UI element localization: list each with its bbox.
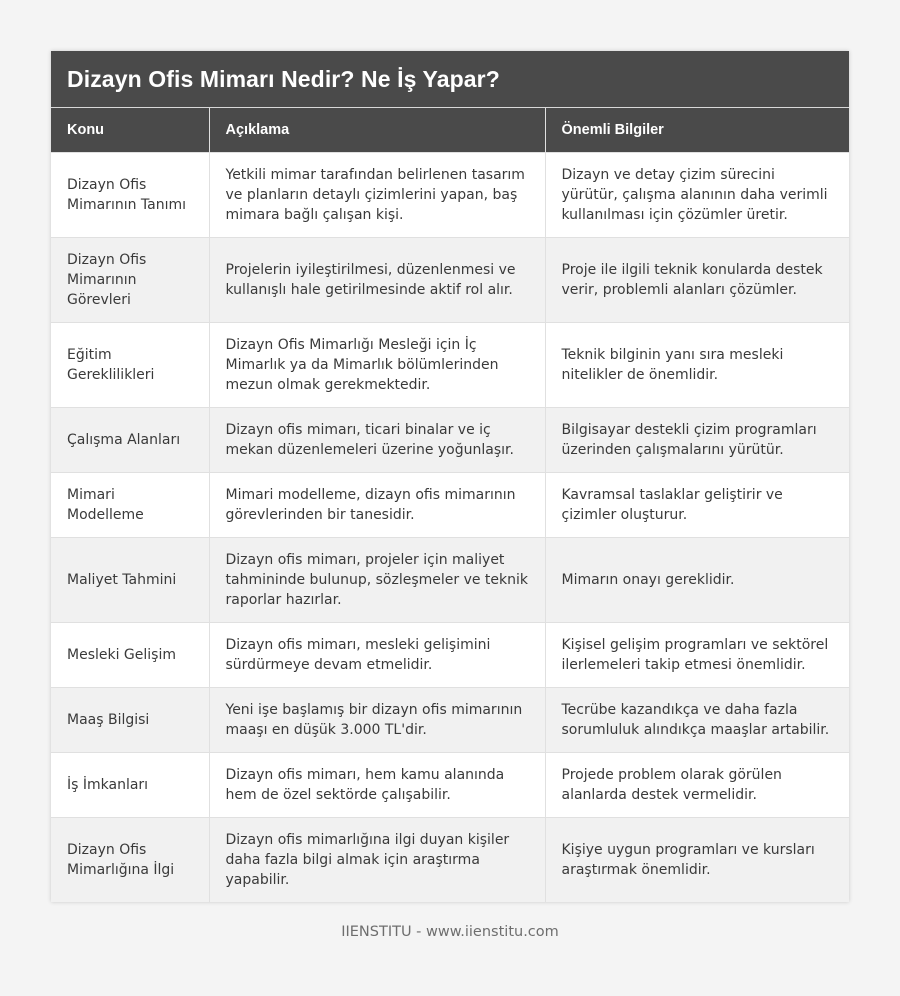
cell-aciklama: Dizayn ofis mimarı, hem kamu alanında hem de özel sektörde çalışabilir. [209,752,545,817]
info-table [51,108,849,902]
table-header-row [51,108,849,152]
cell-konu: Dizayn Ofis Mimarının Görevleri [51,237,209,322]
cell-konu: Dizayn Ofis Mimarlığına İlgi [51,817,209,902]
table-row [51,537,849,622]
column-header-aciklama: Açıklama [209,108,545,152]
cell-aciklama: Projelerin iyileştirilmesi, düzenlenmesi ve kullanışlı hale getirilmesinde aktif rol alır. [209,237,545,322]
table-row [51,817,849,902]
cell-aciklama: Dizayn ofis mimarı, mesleki gelişimini sürdürmeye devam etmelidir. [209,622,545,687]
cell-onemli: Kişiye uygun programları ve kursları araştırmak önemlidir. [545,817,849,902]
table-row [51,152,849,237]
cell-onemli: Projede problem olarak görülen alanlarda destek vermelidir. [545,752,849,817]
table-row [51,622,849,687]
cell-aciklama: Dizayn ofis mimarı, ticari binalar ve iç mekan düzenlemeleri üzerine yoğunlaşır. [209,407,545,472]
table-row [51,752,849,817]
cell-onemli: Bilgisayar destekli çizim programları üzerinden çalışmalarını yürütür. [545,407,849,472]
cell-konu: Eğitim Gereklilikleri [51,322,209,407]
cell-aciklama: Yeni işe başlamış bir dizayn ofis mimarının maaşı en düşük 3.000 TL'dir. [209,687,545,752]
cell-onemli: Proje ile ilgili teknik konularda destek verir, problemli alanları çözümler. [545,237,849,322]
column-header-onemli-bilgiler: Önemli Bilgiler [545,108,849,152]
cell-aciklama: Mimari modelleme, dizayn ofis mimarının görevlerinden bir tanesidir. [209,472,545,537]
info-table-card [51,51,849,902]
cell-onemli: Teknik bilginin yanı sıra mesleki nitelikler de önemlidir. [545,322,849,407]
footer-credit: IIENSTITU - www.iienstitu.com [341,924,559,940]
cell-aciklama: Yetkili mimar tarafından belirlenen tasarım ve planların detaylı çizimlerini yapan, baş mimara bağlı çalışan kişi. [209,152,545,237]
table-row [51,407,849,472]
cell-onemli: Kavramsal taslaklar geliştirir ve çizimler oluşturur. [545,472,849,537]
column-header-konu: Konu [51,108,209,152]
cell-onemli: Tecrübe kazandıkça ve daha fazla sorumluluk alındıkça maaşlar artabilir. [545,687,849,752]
cell-konu: İş İmkanları [51,752,209,817]
cell-konu: Dizayn Ofis Mimarının Tanımı [51,152,209,237]
cell-konu: Mimari Modelleme [51,472,209,537]
cell-konu: Maaş Bilgisi [51,687,209,752]
cell-onemli: Mimarın onayı gereklidir. [545,537,849,622]
cell-konu: Mesleki Gelişim [51,622,209,687]
cell-konu: Çalışma Alanları [51,407,209,472]
table-row [51,472,849,537]
table-row [51,322,849,407]
cell-konu: Maliyet Tahmini [51,537,209,622]
table-row [51,237,849,322]
table-title: Dizayn Ofis Mimarı Nedir? Ne İş Yapar? [51,51,849,108]
table-row [51,687,849,752]
cell-aciklama: Dizayn Ofis Mimarlığı Mesleği için İç Mimarlık ya da Mimarlık bölümlerinden mezun olmak gerekmektedir. [209,322,545,407]
cell-aciklama: Dizayn ofis mimarı, projeler için maliyet tahmininde bulunup, sözleşmeler ve teknik raporlar hazırlar. [209,537,545,622]
cell-onemli: Dizayn ve detay çizim sürecini yürütür, çalışma alanının daha verimli kullanılması için çözümler üretir. [545,152,849,237]
cell-onemli: Kişisel gelişim programları ve sektörel ilerlemeleri takip etmesi önemlidir. [545,622,849,687]
cell-aciklama: Dizayn ofis mimarlığına ilgi duyan kişiler daha fazla bilgi almak için araştırma yapabilir. [209,817,545,902]
